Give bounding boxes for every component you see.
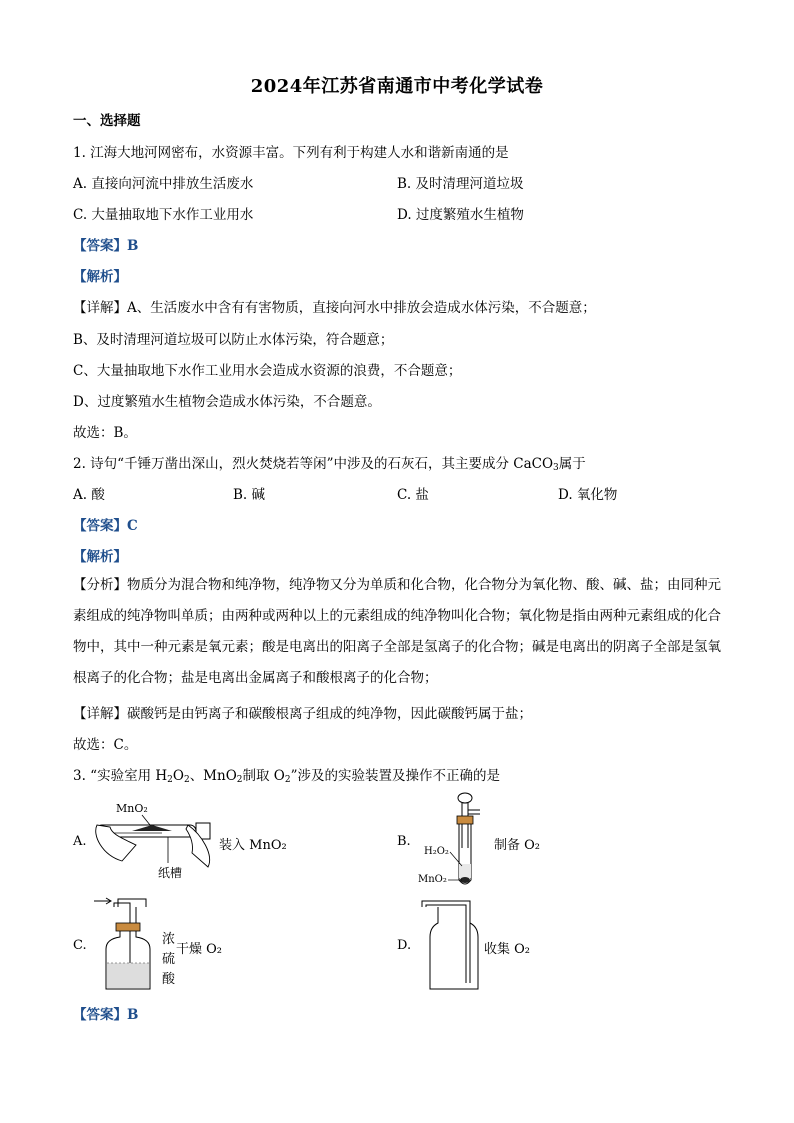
q1-option-a: A. 直接向河流中排放生活废水 (73, 176, 254, 192)
q2-stem-sub: 3 (553, 463, 559, 473)
q2-stem-end: 属于 (558, 456, 586, 472)
q2-answer: 【答案】C (73, 518, 138, 534)
q2-option-d: D. 氧化物 (558, 487, 618, 503)
generator-tube-figure (418, 788, 498, 896)
q3-stem-part4: 制取 O (242, 768, 285, 784)
q3-option-d-caption: 收集 O₂ (484, 942, 531, 957)
q3-option-c-letter: C. (73, 938, 87, 953)
q1-analysis-label: 【解析】 (73, 269, 127, 285)
q1-stem: 1. 江海大地河网密布，水资源丰富。下列有利于构建人水和谐新南通的是 (73, 145, 509, 161)
figure-a-paper-label: 纸槽 (158, 866, 183, 880)
washing-bottle-figure (92, 893, 152, 993)
left-hand (96, 825, 136, 861)
q1-detail-d: D、过度繁殖水生植物会造成水体污染，不合题意。 (73, 394, 381, 410)
figure-a-mno2-label: MnO₂ (116, 802, 148, 815)
q3-stem-part5: ”涉及的实验装置及操作不正确的是 (290, 768, 501, 784)
q2-option-c: C. 盐 (397, 487, 429, 503)
q3-stem (73, 764, 500, 785)
figure-b-h2o2-label: H₂O₂ (424, 846, 449, 857)
q2-fenxi: 【分析】物质分为混合物和纯净物，纯净物又分为单质和化合物，化合物分为氧化物、酸、碱、盐；由同种元素组成的纯净物叫单质；由两种或两种以上的元素组成的纯净物叫化合物；氧化物是指由两种元素组成的化合物中，其中一种元素是氧元素；酸是电离出的阳离子全部是氢离子的化合物；碱是电离出的阴离子全部是氢氧根离子的化合物；盐是电离出金属离子和酸根离子的化合物； (73, 577, 721, 686)
q3-sub-mno2: 2 (236, 775, 243, 785)
q1-option-b: B. 及时清理河道垃圾 (397, 176, 524, 192)
figure-c-acid-label: 浓硫酸 (162, 932, 176, 987)
q3-option-a-letter: A. (73, 834, 87, 849)
test-tube-figure (92, 795, 222, 885)
q3-option-d-letter: D. (397, 938, 412, 953)
q1-detail-c: C、大量抽取地下水作工业用水会造成水资源的浪费，不合题意； (73, 363, 462, 379)
q3-stem-part1: 3. “实验室用 H (73, 768, 168, 784)
q3-stem-part3: 、MnO (189, 768, 237, 784)
q3-sub-o: 2 (183, 775, 190, 785)
figure-b-mno2-label: MnO₂ (418, 874, 447, 885)
q3-sub-o2: 2 (284, 775, 291, 785)
q3-answer: 【答案】B (73, 1007, 139, 1023)
section-heading: 一、选择题 (73, 113, 141, 129)
q2-option-b: B. 碱 (233, 487, 266, 503)
q2-stem-text: 2. 诗句“千锤万凿出深山，烈火焚烧若等闲”中涉及的石灰石，其主要成分 CaCO (73, 456, 554, 472)
q1-option-d: D. 过度繁殖水生植物 (397, 207, 524, 223)
gas-bottle-figure (420, 893, 480, 993)
q1-answer: 【答案】B (73, 238, 139, 254)
q2-stem (73, 452, 586, 473)
q3-option-b-letter: B. (397, 834, 411, 849)
q3-option-c-caption: 干燥 O₂ (176, 942, 223, 957)
q3-option-b-caption: 制备 O₂ (494, 838, 541, 853)
q2-analysis-label: 【解析】 (73, 549, 127, 565)
q1-detail-a: 【详解】A、生活废水中含有有害物质，直接向河水中排放会造成水体污染，不合题意； (73, 300, 596, 316)
q3-stem-part2: O (172, 768, 184, 784)
q1-detail-b: B、及时清理河道垃圾可以防止水体污染，符合题意； (73, 332, 394, 348)
q2-detail: 【详解】碳酸钙是由钙离子和碳酸根离子组成的纯净物，因此碳酸钙属于盐； (73, 706, 532, 722)
q3-option-a-caption: 装入 MnO₂ (219, 838, 287, 853)
q2-choice: 故选：C。 (73, 737, 138, 753)
q3-sub-h: 2 (167, 775, 173, 785)
q1-option-c: C. 大量抽取地下水作工业用水 (73, 207, 254, 223)
q2-option-a: A. 酸 (73, 487, 105, 503)
mno2-powder (132, 825, 172, 831)
q1-choice: 故选：B。 (73, 425, 137, 441)
page-title: 2024年江苏省南通市中考化学试卷 (250, 76, 544, 97)
